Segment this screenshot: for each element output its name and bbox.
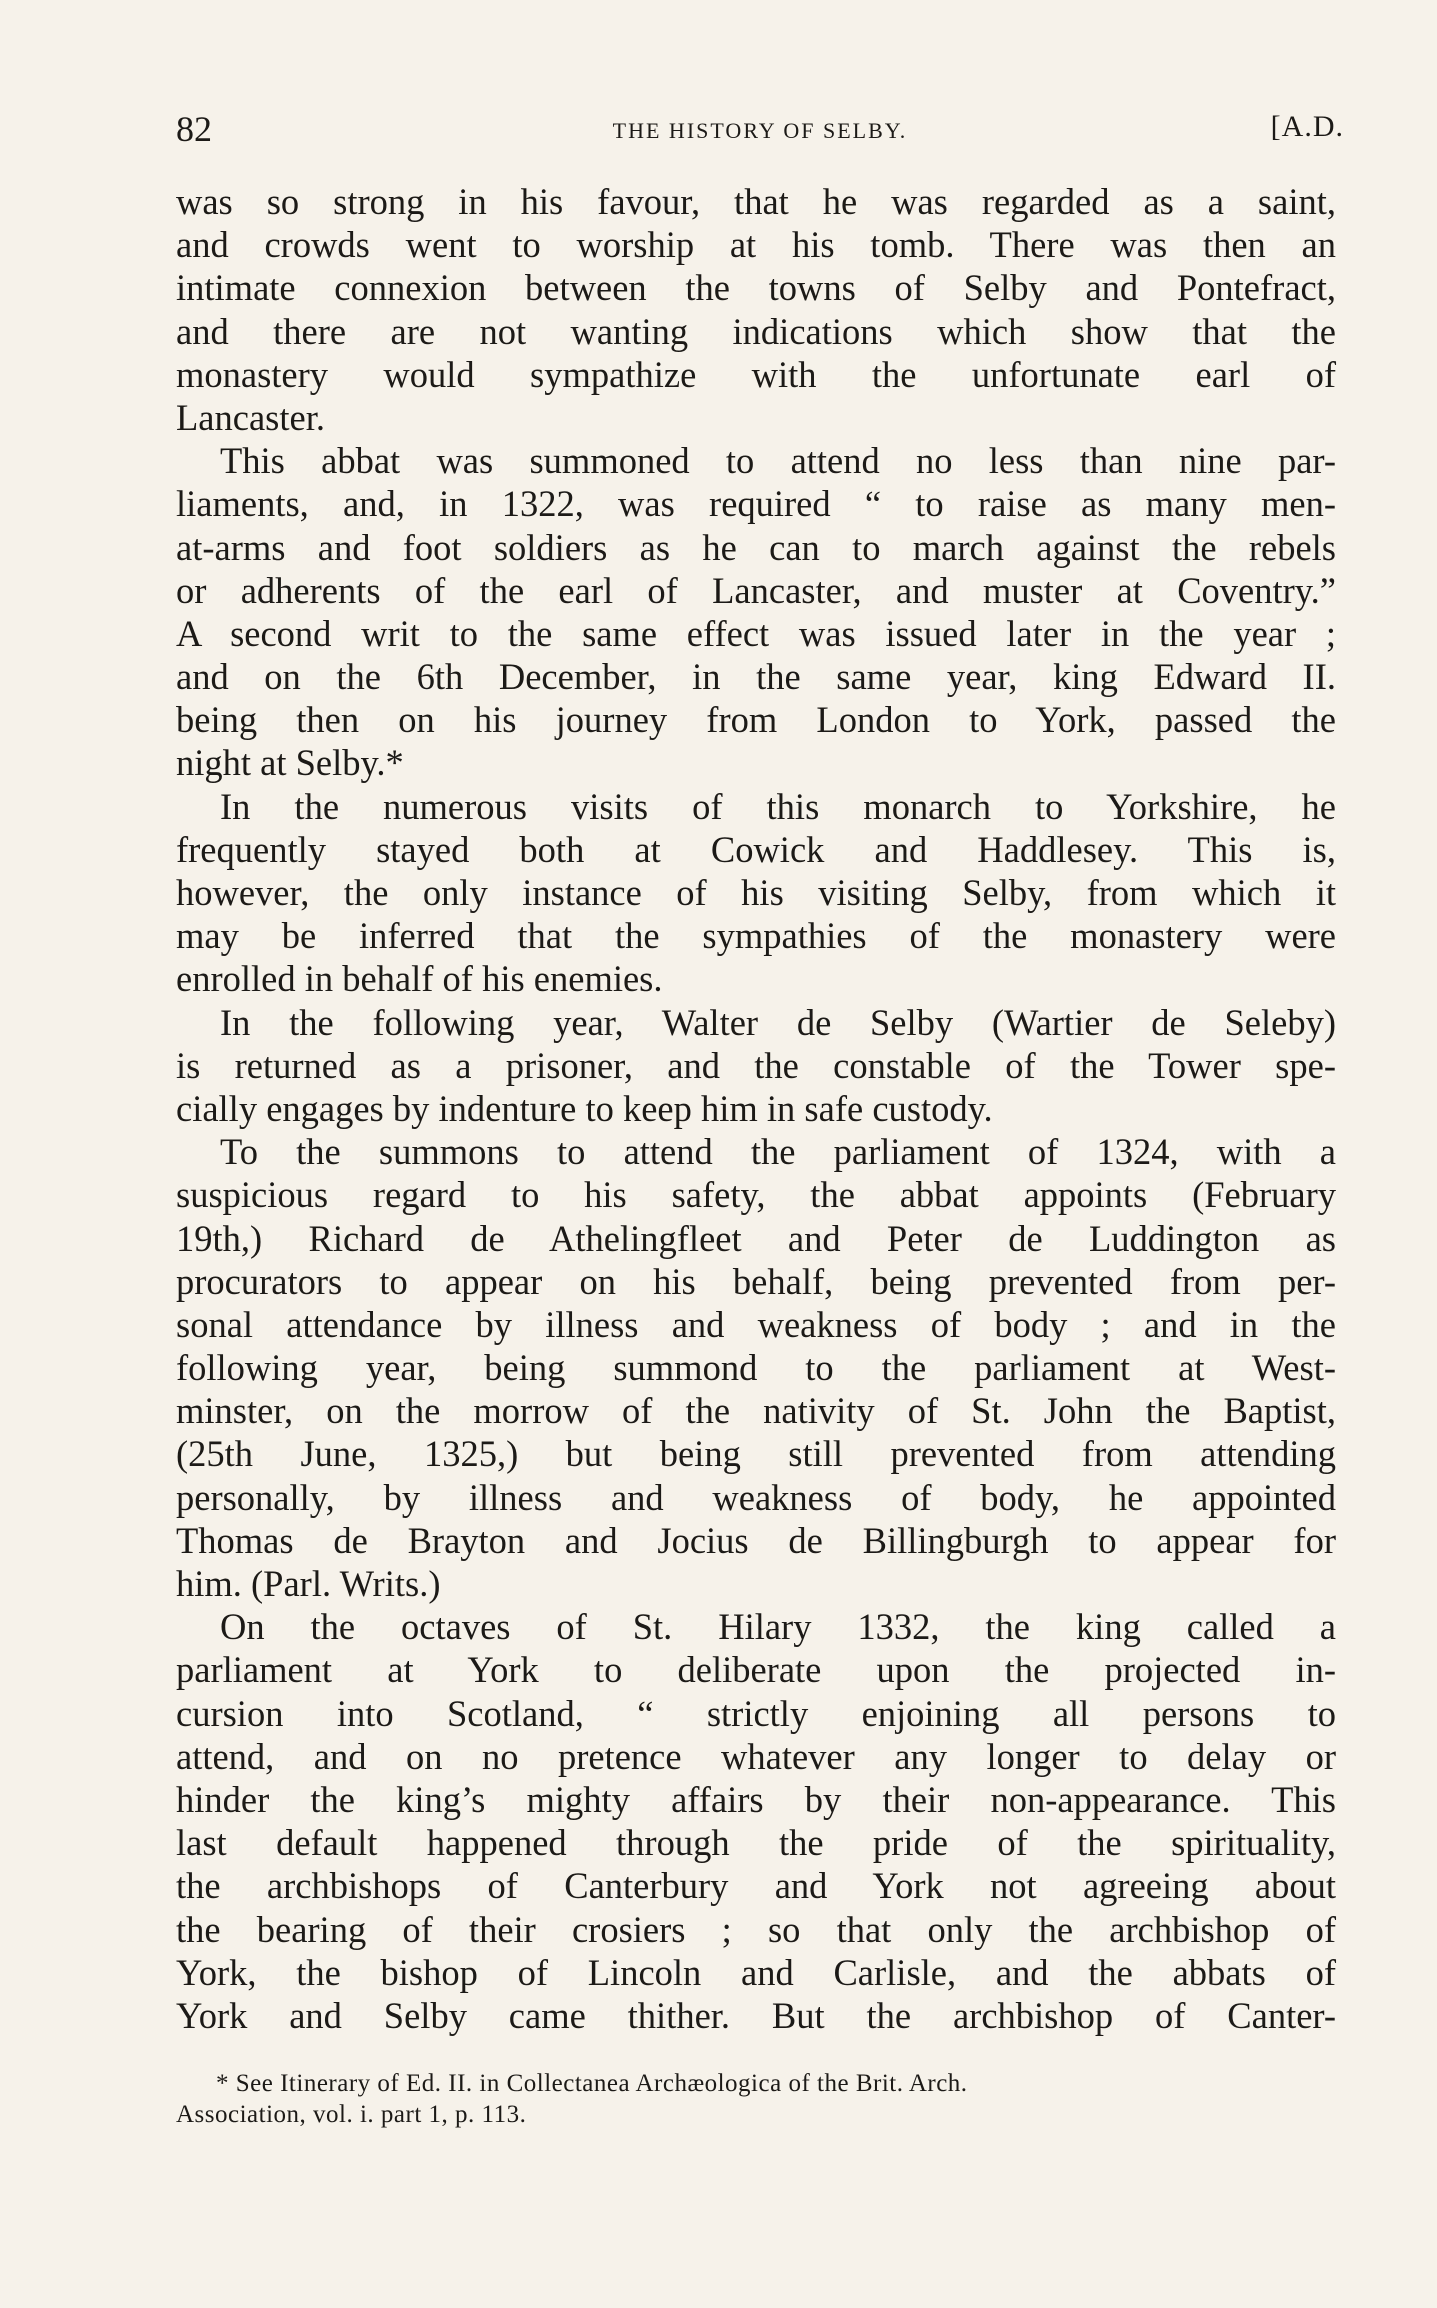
body-line: cursion into Scotland, “ strictly enjoining all persons to — [176, 1692, 1336, 1734]
body-line: and there are not wanting indications which show that the — [176, 310, 1336, 352]
body-line: This abbat was summoned to attend no less than nine par- — [220, 440, 1336, 482]
body-line: York and Selby came thither. But the archbishop of Canter- — [176, 1994, 1336, 2036]
body-line: cially engages by indenture to keep him in safe custody. — [176, 1087, 993, 1129]
body-line: night at Selby.* — [176, 742, 404, 784]
body-line: On the octaves of St. Hilary 1332, the king called a — [220, 1606, 1336, 1648]
body-line: last default happened through the pride of the spirituality, — [176, 1822, 1336, 1864]
body-line: 19th,) Richard de Athelingfleet and Peter de Luddington as — [176, 1217, 1336, 1259]
body-line: was so strong in his favour, that he was regarded as a saint, — [176, 181, 1336, 222]
body-line: or adherents of the earl of Lancaster, and muster at Coventry.” — [176, 569, 1336, 611]
body-line: following year, being summond to the parliament at West- — [176, 1347, 1336, 1389]
body-line: parliament at York to deliberate upon the projected in- — [176, 1649, 1336, 1691]
page-number: 82 — [176, 109, 212, 149]
body-line: minster, on the morrow of the nativity of St. John the Baptist, — [176, 1390, 1336, 1432]
page-header — [176, 108, 1344, 158]
body-line: Lancaster. — [176, 396, 325, 438]
body-line: however, the only instance of his visiting Selby, from which it — [176, 872, 1336, 913]
body-line: enrolled in behalf of his enemies. — [176, 958, 663, 1000]
body-line: procurators to appear on his behalf, being prevented from per- — [176, 1260, 1336, 1302]
body-line: may be inferred that the sympathies of the monastery were — [176, 915, 1336, 957]
body-line: York, the bishop of Lincoln and Carlisle, and the abbats of — [176, 1951, 1336, 1993]
body-line: being then on his journey from London to York, passed the — [176, 699, 1336, 741]
body-line: frequently stayed both at Cowick and Haddlesey. This is, — [176, 828, 1336, 870]
body-line: attend, and on no pretence whatever any longer to delay or — [176, 1735, 1336, 1777]
era-mark: [A.D. — [1270, 110, 1344, 143]
body-line: personally, by illness and weakness of body, he appointed — [176, 1476, 1336, 1518]
footnote-line: * See Itinerary of Ed. II. in Collectanea Archæologica of the Brit. Arch. — [216, 2070, 968, 2097]
body-line: A second writ to the same effect was issued later in the year ; — [176, 612, 1336, 654]
body-line: To the summons to attend the parliament of 1324, with a — [220, 1131, 1336, 1173]
footnote — [176, 2068, 1336, 2130]
body-line: at-arms and foot soldiers as he can to march against the rebels — [176, 526, 1336, 568]
body-line: and on the 6th December, in the same year, king Edward II. — [176, 656, 1336, 698]
body-line: intimate connexion between the towns of Selby and Pontefract, — [176, 267, 1336, 309]
body-line: monastery would sympathize with the unfortunate earl of — [176, 353, 1336, 395]
body-line: and crowds went to worship at his tomb. There was then an — [176, 224, 1336, 266]
body-line: the archbishops of Canterbury and York not agreeing about — [176, 1865, 1336, 1907]
body-line: hinder the king’s mighty affairs by their non-appearance. This — [176, 1778, 1336, 1820]
body-line: Thomas de Brayton and Jocius de Billingburgh to appear for — [176, 1519, 1336, 1561]
body-line: suspicious regard to his safety, the abbat appoints (February — [176, 1174, 1336, 1216]
body-line: (25th June, 1325,) but being still prevented from attending — [176, 1433, 1336, 1475]
body-line: sonal attendance by illness and weakness of body ; and in the — [176, 1303, 1336, 1345]
body-line: him. (Parl. Writs.) — [176, 1563, 441, 1604]
body-line: In the numerous visits of this monarch to Yorkshire, he — [220, 785, 1336, 827]
body-line: In the following year, Walter de Selby (Wartier de Seleby) — [220, 1001, 1336, 1043]
body-line: is returned as a prisoner, and the constable of the Tower spe- — [176, 1044, 1336, 1086]
body-line: liaments, and, in 1322, was required “ to raise as many men- — [176, 483, 1336, 525]
running-title: THE HISTORY OF SELBY. — [612, 118, 908, 143]
body-line: the bearing of their crosiers ; so that only the archbishop of — [176, 1908, 1336, 1950]
footnote-line: Association, vol. i. part 1, p. 113. — [176, 2101, 527, 2128]
body-text — [176, 180, 1336, 2037]
